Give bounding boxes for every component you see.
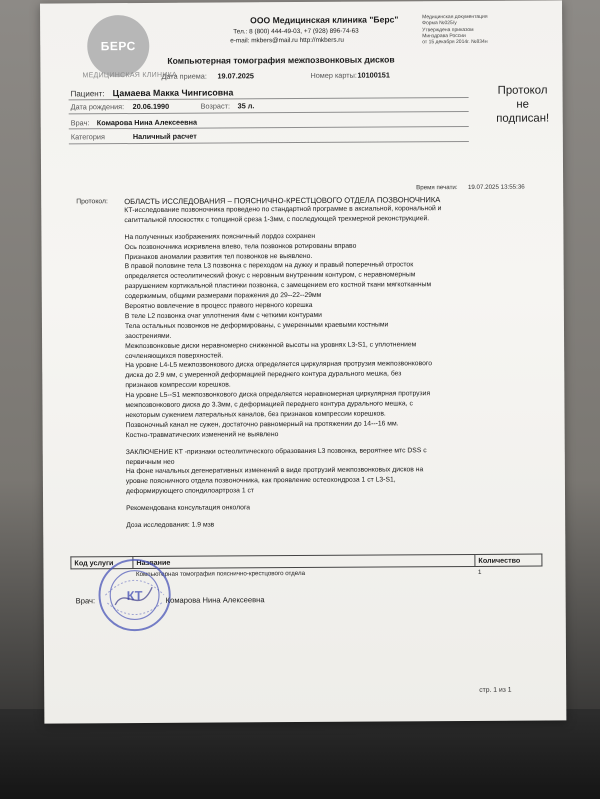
protocol-line: первичным нео (125, 458, 175, 466)
row-name: Компьютерная томография пояснично-крестцового отдела (135, 569, 306, 578)
protocol-line: На фоне начальных дегенеративных изменений в виде протрузий межпозвонковых дисков на (125, 466, 424, 476)
patient-name: Цамаева Макка Чингисовна (112, 87, 234, 99)
logo-text: БЕРС (100, 39, 136, 54)
form-note-line: Минздрава России (422, 32, 466, 40)
protocol-line: Ось позвоночника искривлена влево, тела позвонков ротированы вправо (124, 242, 357, 251)
clinic-name: ООО Медицинская клиника "Берс" (250, 14, 399, 26)
protocol-line: Признаков аномалии развития тел позвонков не выявлено. (124, 252, 313, 261)
doctor-label: Врач: (70, 118, 90, 128)
age-value: 35 л. (237, 101, 255, 111)
protocol-line: Костно-травматических изменений не выявлено (125, 430, 279, 439)
print-time (416, 184, 525, 192)
protocol-line: Рекомендована консультация онколога (126, 504, 251, 513)
protocol-label: Протокол: (76, 198, 108, 206)
stamp-text: КТ (126, 588, 143, 603)
unsigned-line: не (516, 98, 529, 111)
divider (69, 111, 469, 114)
footer-doctor-name: Комарова Нина Алексеевна (165, 595, 265, 605)
print-time-value: 19.07.2025 13:55:36 (467, 183, 525, 191)
protocol-line: заострениями. (125, 332, 172, 340)
protocol-line: На уровне L4-L5 межпозвонкового диска определяется циркулярная протрузия межпозвонкового (125, 360, 433, 370)
protocol-line: деформирующего спондилоартроза 1 ст (125, 487, 255, 496)
protocol-line: разрушением кортикальной пластинки позвонка, с замещением его костной ткани мягкотканным (124, 281, 432, 291)
birth-label: Дата рождения: (70, 102, 125, 112)
protocol-line: На полученных изображениях поясничный лордоз сохранен (124, 232, 316, 241)
protocol-line: Позвоночный канал не сужен, достаточно равномерный на протяжении до 14---16 мм. (125, 420, 399, 429)
form-note (422, 14, 512, 46)
protocol-line: признаков компрессии корешков. (125, 381, 231, 390)
form-note-line: от 15 декабря 2014г. №834н (422, 39, 488, 46)
protocol-line: уровне поясничного отдела позвоночника, как проявление остеохондроза 1 ст L3-S1, (125, 476, 396, 486)
clinic-contacts: e-mail: mkbers@mail.ru http://mkbers.ru (230, 36, 344, 45)
category-value: Наличный расчет (132, 131, 197, 142)
card-label: Номер карты: (310, 70, 357, 80)
doctor-value: Комарова Нина Алексеевна (96, 117, 198, 128)
protocol-line: ЗАКЛЮЧЕНИЕ КТ -признаки остеолитического образования L3 позвонка, вероятнее мтс DSS с (125, 446, 427, 456)
protocol-line: На уровне L5--S1 межпозвонкового диска определяется неравномерная циркулярная протрузия (125, 390, 431, 400)
clinic-stamp (95, 556, 173, 634)
form-note-line: Медицинская документация (422, 13, 488, 21)
protocol-line: КТ-исследование позвоночника проведено по стандартной программе в аксиальной, корональной и (124, 205, 442, 214)
protocol-line: Тела остальных позвонков не деформированы, с умеренными краевыми костными (124, 321, 389, 330)
col-qty-header: Количество (475, 554, 542, 566)
protocol-line: межпозвонкового диска до 3.3мм, с деформацией переднего контура дурального мешка, с (125, 400, 413, 410)
footer-doctor-label: Врач: (75, 596, 96, 606)
unsigned-line: подписан! (496, 112, 550, 125)
protocol-line: В теле L2 позвонка очаг уплотнения 4мм с четкими контурами (124, 311, 322, 320)
protocol-line: ОБЛАСТЬ ИССЛЕДОВАНИЯ – ПОЯСНИЧНО-КРЕСТЦОВОГО ОТДЕЛА ПОЗВОНОЧНИКА (124, 195, 441, 207)
document-page (40, 0, 566, 723)
protocol-line: сочленяющихся поверхностей. (125, 351, 224, 360)
protocol-line: В правой половине тела L3 позвонка с переходом на дужку и правый поперечный отросток (124, 261, 414, 271)
protocol-line: некоторым сужением латеральных каналов, без признаков компрессии корешков. (125, 410, 386, 419)
protocol-line: содержимым, общими размерами поражения до 29--22--29мм (124, 291, 322, 301)
print-time-label: Время печати: (416, 184, 458, 192)
study-title: Компьютерная томография межпозвонковых дисков (167, 54, 395, 66)
protocol-body (124, 195, 544, 530)
unsigned-line: Протокол (497, 84, 548, 97)
clinic-logo (87, 15, 149, 77)
form-note-line: Утверждена приказом (422, 26, 474, 33)
birth-value: 20.06.1990 (132, 101, 170, 112)
protocol-line: сагиттальной плоскостях с толщиной среза 1-3мм, с последующей трехмерной реконструкцией. (124, 215, 430, 224)
card-value: 10100151 (357, 70, 390, 80)
protocol-line: Доза исследования: 1.9 мзв (126, 521, 215, 530)
page-number: стр. 1 из 1 (479, 686, 512, 694)
row-qty: 1 (477, 568, 482, 576)
category-label: Категория (70, 132, 105, 142)
protocol-line: Вероятно вовлечение в процесс правого нервного корешка (124, 301, 313, 311)
age-label: Возраст: (200, 101, 230, 111)
date-label: Дата приема: (161, 71, 207, 81)
divider (69, 141, 469, 144)
form-note-line: Форма №025/у (422, 20, 457, 27)
unsigned-notice (471, 83, 575, 126)
clinic-phone: Тел.: 8 (800) 444-49-03, +7 (928) 896-74-63 (233, 27, 359, 36)
logo-subtitle: МЕДИЦИНСКАЯ КЛИНИКА (82, 71, 178, 80)
patient-label: Пациент: (70, 89, 105, 99)
date-value: 19.07.2025 (217, 71, 255, 81)
protocol-line: Межпозвонковые диски неравномерно сниженной высоты на уровнях L3-S1, с уплотнением (125, 340, 417, 350)
protocol-line: диска до 2.9 мм, с умеренной деформацией переднего контура дурального мешка, без (125, 370, 402, 380)
col-name-header: Название (133, 554, 475, 568)
protocol-line: определяется остеолитический фокус с неровным внутренним контуром, с неравномерным (124, 271, 416, 281)
col-code-header: Код услуги (71, 557, 133, 569)
